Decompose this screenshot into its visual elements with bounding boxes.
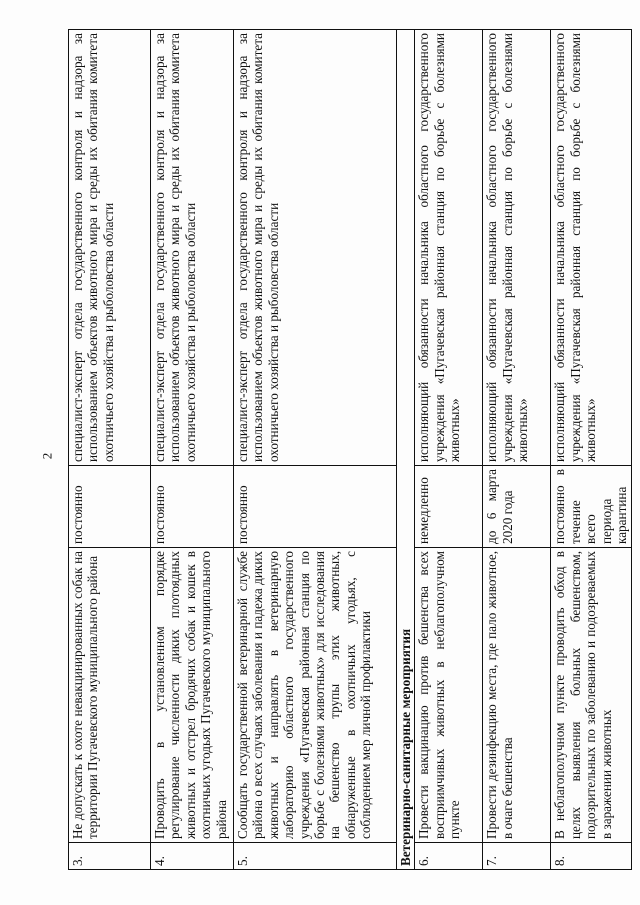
measure-text: Провести вакцинацию против бешенства всех восприимчивых животных в неблагополучном пункте — [415, 548, 483, 843]
deadline-text: немедленно — [415, 466, 483, 548]
measure-text: Провести дезинфекцию места, где пало животное, в очаге бешенства — [483, 548, 551, 843]
row-number: 6. — [415, 843, 483, 870]
responsible-text: исполняющий обязанности начальника областного государственного учреждения «Пугачевская районная станция по борьбе с болезнями животных» — [415, 30, 483, 466]
responsible-text: специалист-эксперт отдела государственного контроля и надзора за использованием объектов животного мира и среды их обитания комитета охотничьего хозяйства и рыболовства области — [69, 30, 151, 466]
table-row — [551, 30, 632, 870]
deadline-text: постоянно — [151, 466, 234, 548]
deadline-text: постоянно — [234, 466, 397, 548]
responsible-text: исполняющий обязанности начальника областного государственного учреждения «Пугачевская районная станция по борьбе с болезнями животных» — [483, 30, 551, 466]
table-row — [483, 30, 551, 870]
page-number: 2 — [39, 452, 55, 460]
measure-text: В неблагополучном пункте проводить обход в целях выявления больных бешенством, подозрительных по заболеванию и подозреваемых в заражении животных — [551, 548, 632, 843]
row-number: 5. — [234, 843, 397, 870]
measure-text: Проводить в установленном порядке регулирование численности диких плотоядных животных и отстрел бродячих собак и кошек в охотничьих угодьях Пугачевского муниципального района — [151, 548, 234, 843]
section-header-row — [397, 30, 415, 870]
section-title: Ветеринарно-санитарные мероприятия — [397, 30, 415, 870]
document-table-frame — [68, 30, 630, 870]
row-number: 8. — [551, 843, 632, 870]
measure-text: Не допускать к охоте невакцинированных собак на территории Пугачевского муниципального района — [69, 548, 151, 843]
deadline-text: постоянно в течение всего периода карантина — [551, 466, 632, 548]
row-number: 4. — [151, 843, 234, 870]
responsible-text: специалист-эксперт отдела государственного контроля и надзора за использованием объектов животного мира и среды их обитания комитета охотничьего хозяйства и рыболовства области — [234, 30, 397, 466]
measure-text: Сообщать государственной ветеринарной службе района о всех случаях заболевания и падежа диких животных и направлять в ветеринарную лабораторию областного государственного учреждения «Пугачевская районная станция по борьбе с болезнями животных» для исследования на бешенство трупы этих животных, обнаруженные в охотничьих угодьях, с соблюдением мер личной профилактики — [234, 548, 397, 843]
deadline-text: постоянно — [69, 466, 151, 548]
table-row — [151, 30, 234, 870]
responsible-text: специалист-эксперт отдела государственного контроля и надзора за использованием объектов животного мира и среды их обитания комитета охотничьего хозяйства и рыболовства области — [151, 30, 234, 466]
table-row — [415, 30, 483, 870]
table-row — [234, 30, 397, 870]
measures-table — [68, 29, 632, 870]
table-row — [69, 30, 151, 870]
row-number: 7. — [483, 843, 551, 870]
row-number: 3. — [69, 843, 151, 870]
deadline-text: до 6 марта 2020 года — [483, 466, 551, 548]
responsible-text: исполняющий обязанности начальника областного государственного учреждения «Пугачевская районная станция по борьбе с болезнями животных» — [551, 30, 632, 466]
